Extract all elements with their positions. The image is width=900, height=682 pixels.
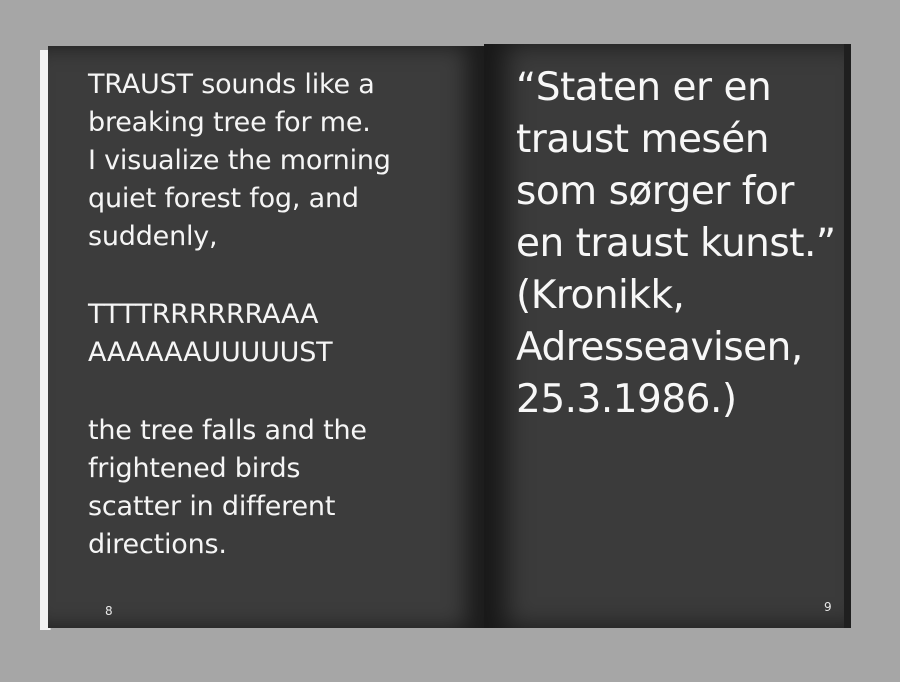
paragraph-2: [88, 296, 468, 372]
text-line: scatter in different: [88, 491, 336, 522]
citation-line: 25.3.1986.): [516, 377, 737, 422]
quote-line: traust mesén: [516, 117, 769, 162]
text-line: TRAUST sounds like a: [88, 69, 375, 100]
quote-line: som sørger for: [516, 169, 794, 214]
citation-line: (Kronikk,: [516, 273, 685, 318]
book-spread: [40, 44, 851, 632]
text-line: quiet forest fog, and: [88, 183, 359, 214]
quote-text: [516, 62, 846, 426]
paragraph-1: [88, 66, 468, 256]
text-line: I visualize the morning: [88, 145, 391, 176]
text-line: TTTTRRRRRRAAA: [88, 299, 319, 330]
right-page: [484, 44, 844, 628]
quote-line: “Staten er en: [516, 65, 772, 110]
page-number-left: 8: [105, 604, 113, 618]
text-line: the tree falls and the: [88, 415, 367, 446]
quote-line: en traust kunst.”: [516, 221, 836, 266]
text-line: breaking tree for me.: [88, 107, 371, 138]
cover-edge: [844, 44, 851, 628]
text-line: directions.: [88, 529, 227, 560]
left-page: [48, 46, 484, 628]
text-line: suddenly,: [88, 221, 218, 252]
left-page-text: [88, 66, 468, 604]
citation-line: Adresseavisen,: [516, 325, 803, 370]
text-line: frightened birds: [88, 453, 301, 484]
page-number-right: 9: [824, 600, 832, 614]
text-line: AAAAAAUUUUUST: [88, 337, 333, 368]
paragraph-3: [88, 412, 468, 564]
